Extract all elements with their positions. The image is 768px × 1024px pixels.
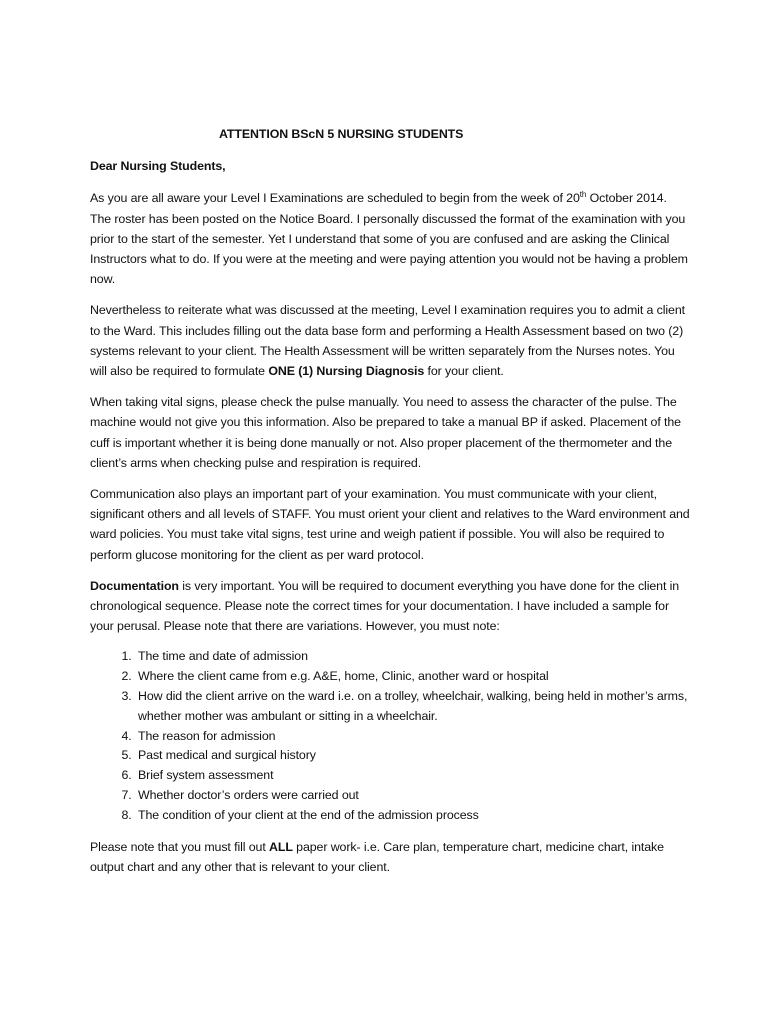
paragraph-vital-signs: When taking vital signs, please check the pulse manually. You need to assess the character of the pulse. The machine would not give you this information. Also be prepared to take a manual BP if asked. Placement of the cuff is important whether it is being done manually or not. Also proper placement of the thermometer and the client’s arms when checking pulse and respiration is required. [90,395,681,470]
list-item: 7. Whether doctor’s orders were carried out [135,786,690,806]
list-item: 2. Where the client came from e.g. A&E, home, Clinic, another ward or hospital [135,667,690,687]
list-item: 8. The condition of your client at the end of the admission process [135,806,690,826]
paragraph-exam-schedule [90,188,690,289]
p6-bold-text: ALL [269,839,293,854]
list-item: 6. Brief system assessment [135,766,690,786]
salutation: Dear Nursing Students, [90,159,226,174]
list-item: 4. The reason for admission [135,727,690,747]
document-page [90,124,690,888]
list-item: 5. Past medical and surgical history [135,746,690,766]
p1-text-b: October 2014. The roster has been posted on the Notice Board. I personally discussed the format of the examination with you prior to the start of the semester. Yet I understand that some of you are confused and are asking the Clinical Instructors what to do. If you were at the meeting and were paying attention you would not be having a problem now. [90,191,688,287]
p2-bold-text: ONE (1) Nursing Diagnosis [268,364,425,379]
list-item: 1. The time and date of admission [135,647,690,667]
list-item: 3. How did the client arrive on the ward i.e. on a trolley, wheelchair, walking, being held in mother’s arms, whether mother was ambulant or sitting in a wheelchair. [135,687,690,727]
p5-text-a: is very important. You will be required to document everything you have done for the client in chronological sequence. Please note the correct times for your documentation. I have included a sample for your perusal. Please note that there are variations. However, you must note: [90,578,680,634]
p6-text-b: paper work- i.e. Care plan, temperature chart, medicine chart, intake output chart and any other that is relevant to your client. [90,839,664,874]
p2-text-b: for your client. [424,364,504,379]
paragraph-paperwork [90,837,690,877]
paragraph-documentation [90,576,690,637]
documentation-checklist [90,647,690,825]
p2-text-a: Nevertheless to reiterate what was discussed at the meeting, Level I examination requires you to admit a client to the Ward. This includes filling out the data base form and performing a Health Assessment based on two (2) systems relevant to your client. The Health Assessment will be written separately from the Nurses notes. You will also be required to formulate [90,303,685,379]
p6-text-a: Please note that you must fill out [90,839,270,854]
p1-text-a: As you are all aware your Level I Examinations are scheduled to begin from the week of 20 [90,191,580,206]
paragraph-communication: Communication also plays an important part of your examination. You must communicate with your client, significant others and all levels of STAFF. You must orient your client and relatives to the Ward environment and ward policies. You must take vital signs, test urine and weigh patient if possible. You will also be required to perform glucose monitoring for the client as per ward protocol. [90,487,690,562]
p5-bold-text: Documentation [90,578,179,593]
p1-superscript: th [579,190,587,200]
document-title: ATTENTION BScN 5 NURSING STUDENTS [219,127,464,141]
paragraph-exam-requirements [90,300,690,381]
